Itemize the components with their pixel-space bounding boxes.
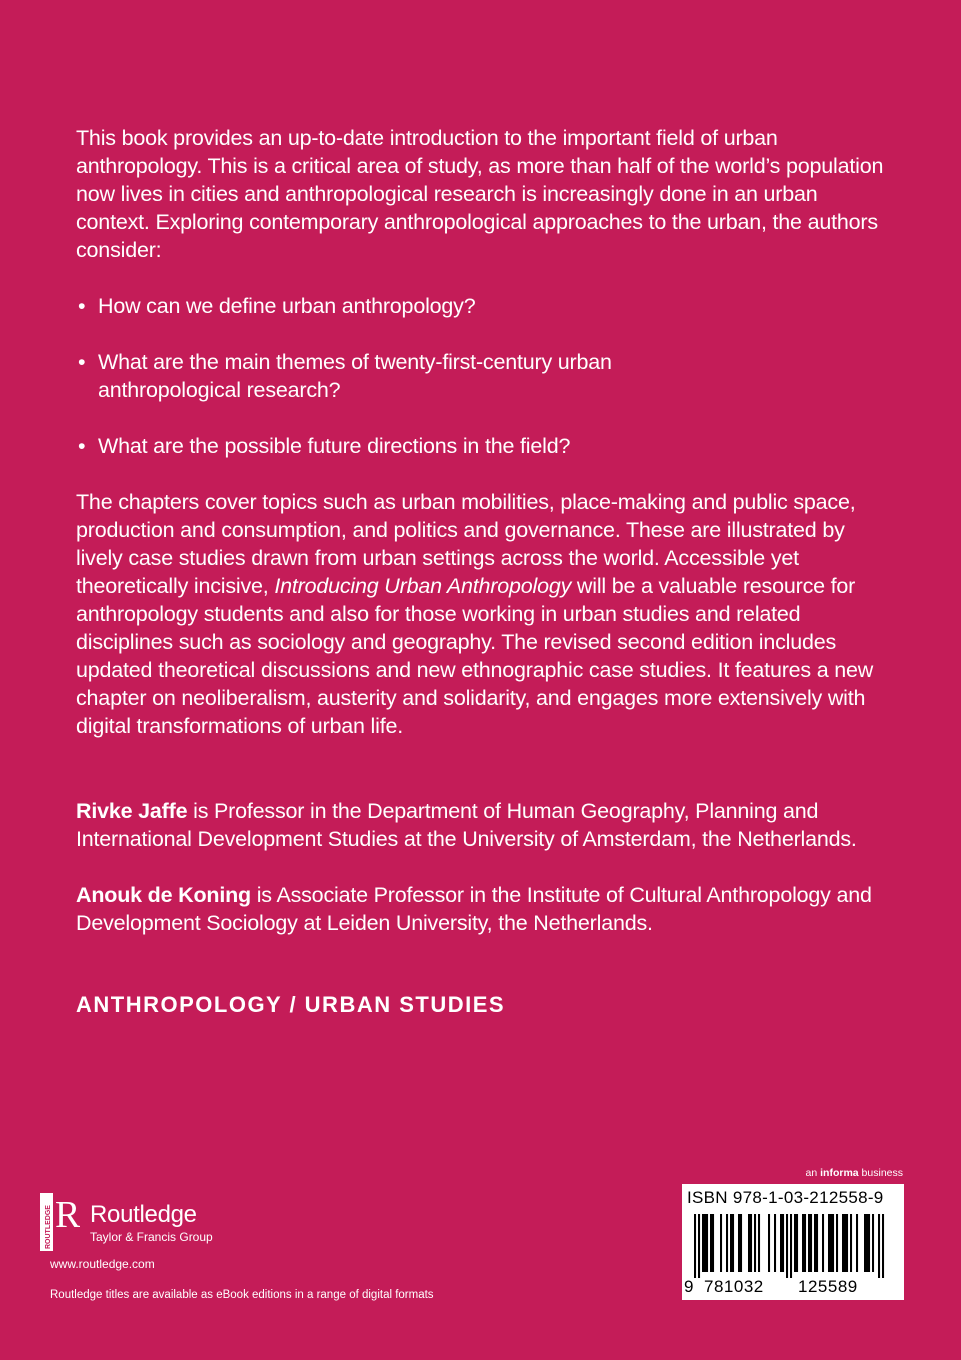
- barcode-bar: [704, 1214, 706, 1272]
- barcode-bar: [844, 1214, 846, 1272]
- barcode-bar: [882, 1214, 884, 1278]
- author-bio: Rivke Jaffe is Professor in the Department of Human Geography, Planning and International Development Studies at the University of Amsterdam, the Netherlands.: [76, 799, 857, 851]
- author-bios: [76, 797, 906, 965]
- barcode-bar: [808, 1214, 810, 1272]
- subject-category: ANTHROPOLOGY / URBAN STUDIES: [76, 992, 506, 1017]
- intro-paragraph: This book provides an up-to-date introduction to the important field of urban anthropology. This is a critical area of study, as more than half of the world’s population now lives in cities and anthropological research is increasingly done in an urban context. Exploring contemporary anthropological approaches to the urban, the authors consider:: [76, 126, 884, 262]
- barcode-bar: [866, 1214, 868, 1272]
- barcode-bar: [790, 1214, 792, 1278]
- barcode-bar: [822, 1214, 824, 1272]
- barcode-bar: [872, 1214, 874, 1272]
- barcode-bar: [796, 1214, 798, 1272]
- barcode-bar: [720, 1214, 722, 1272]
- barcode-bar: [710, 1214, 712, 1272]
- barcode-bar: [726, 1214, 728, 1272]
- barcode-bar: [794, 1214, 796, 1272]
- list-item: • What are the possible future directions in the field?: [76, 432, 678, 460]
- barcode-bar: [698, 1214, 700, 1278]
- barcode-bar: [850, 1214, 852, 1272]
- barcode-bar: [740, 1214, 742, 1272]
- isbn-label: ISBN 978-1-03-212558-9: [687, 1188, 884, 1207]
- barcode-bar: [856, 1214, 858, 1272]
- barcode-bar: [738, 1214, 740, 1272]
- barcode-bar: [712, 1214, 714, 1272]
- barcode-bar: [846, 1214, 848, 1272]
- barcode-bar: [748, 1214, 750, 1272]
- barcode-digit-group: 781032: [704, 1277, 764, 1296]
- back-cover-blurb: [76, 124, 896, 740]
- barcode-digit-group: 125589: [798, 1277, 858, 1296]
- book-title: Introducing Urban Anthropology: [274, 574, 572, 598]
- list-item: • What are the main themes of twenty-first-century urban anthropological research?: [76, 348, 678, 404]
- barcode-bar: [828, 1214, 830, 1272]
- barcode-bar: [864, 1214, 866, 1272]
- barcode-bar: [868, 1214, 870, 1272]
- barcode-bar: [758, 1214, 760, 1272]
- barcode-bar: [732, 1214, 734, 1272]
- barcode-digit-group: 9: [684, 1277, 694, 1296]
- barcode-bar: [832, 1214, 834, 1272]
- barcode-bar: [836, 1214, 838, 1272]
- barcode-bar: [804, 1214, 806, 1272]
- barcode-bar: [786, 1214, 788, 1278]
- barcode-bar: [878, 1214, 880, 1278]
- barcode-bar: [706, 1214, 708, 1272]
- publisher-group: Taylor & Francis Group: [90, 1230, 213, 1244]
- barcode-bar: [782, 1214, 784, 1272]
- logo-letter: R: [55, 1194, 80, 1236]
- barcode-bar: [814, 1214, 816, 1272]
- barcode-bar: [802, 1214, 804, 1272]
- publisher-website[interactable]: www.routledge.com: [50, 1257, 155, 1271]
- barcode-bar: [768, 1214, 770, 1272]
- barcode: [682, 1184, 904, 1300]
- barcode-bar: [810, 1214, 812, 1272]
- informa-business-tag: an informa business: [805, 1167, 903, 1179]
- barcode-bars: [694, 1214, 894, 1278]
- barcode-bar: [694, 1214, 696, 1278]
- barcode-bar: [780, 1214, 782, 1272]
- barcode-bar: [702, 1214, 704, 1272]
- question-list: [76, 292, 896, 460]
- author-name: Anouk de Koning: [76, 883, 251, 907]
- author-bio: Anouk de Koning is Associate Professor in the Institute of Cultural Anthropology and Development Sociology at Leiden University, the Netherlands.: [76, 883, 872, 935]
- barcode-bar: [750, 1214, 752, 1272]
- barcode-bar: [730, 1214, 732, 1272]
- barcode-bar: [754, 1214, 756, 1272]
- routledge-logo-icon: [40, 1193, 80, 1251]
- barcode-bar: [842, 1214, 844, 1272]
- barcode-bar: [816, 1214, 818, 1272]
- ebook-availability: Routledge titles are available as eBook editions in a range of digital formats: [50, 1289, 434, 1301]
- chapters-paragraph: The chapters cover topics such as urban mobilities, place-making and public space, production and consumption, and politics and governance. These are illustrated by lively case studies drawn from urban settings across the world. Accessible yet theoretically incisive, Introducing Urban Anthropology will be a valuable resource for anthropology students and also for those working in urban studies and related disciplines such as sociology and geography. The revised second edition includes updated theoretical discussions and new ethnographic case studies. It features a new chapter on neoliberalism, austerity and solidarity, and engages more extensively with digital transformations of urban life.: [76, 490, 874, 738]
- logo-vertical-text: ROUTLEDGE: [45, 1205, 52, 1249]
- list-item: • How can we define urban anthropology?: [76, 292, 678, 320]
- barcode-bar: [774, 1214, 776, 1272]
- barcode-bar: [830, 1214, 832, 1272]
- author-name: Rivke Jaffe: [76, 799, 188, 823]
- publisher-name: Routledge: [90, 1201, 197, 1228]
